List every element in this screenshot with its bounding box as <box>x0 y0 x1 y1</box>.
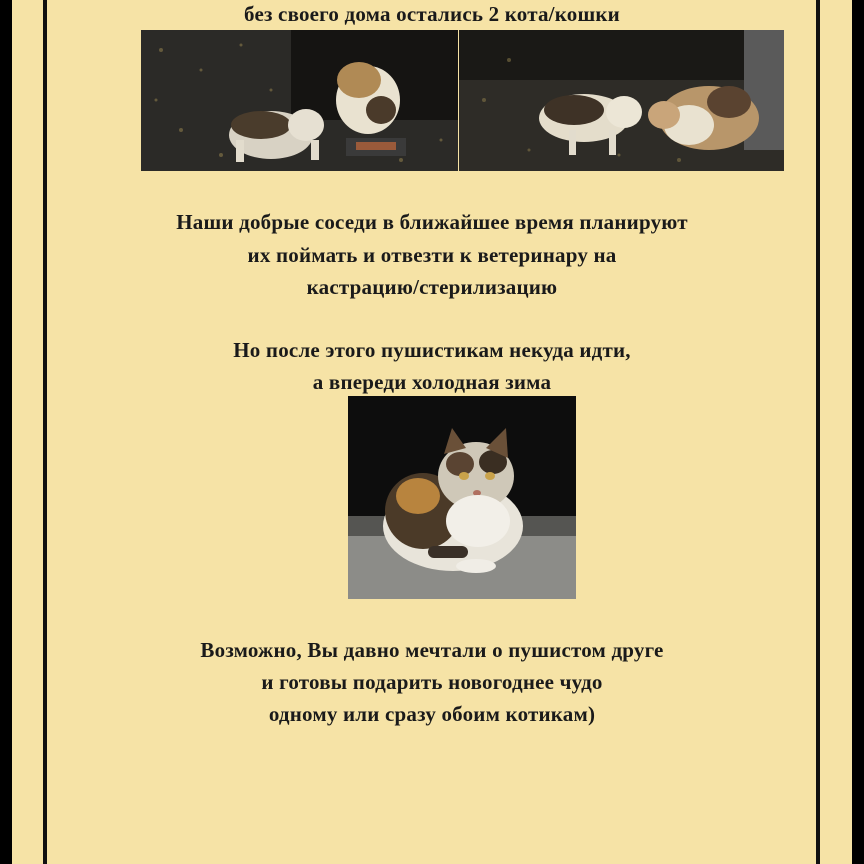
poster-frame-left <box>43 0 47 864</box>
paragraph2-line1: Но после этого пушистикам некуда идти, <box>233 338 631 362</box>
headline: без своего дома остались 2 кота/кошки <box>244 2 620 26</box>
cats-eating-photo-2 <box>459 30 784 171</box>
paragraph3-line1: Возможно, Вы давно мечтали о пушистом друге <box>200 638 664 662</box>
paragraph1-line3: кастрацию/стерилизацию <box>306 275 558 299</box>
paragraph3-line2: и готовы подарить новогоднее чудо <box>261 670 603 694</box>
paragraph2-line2: а впереди холодная зима <box>312 370 552 394</box>
paragraph1-line2: их поймать и отвезти к ветеринару на <box>247 243 617 267</box>
cats-eating-photo-1 <box>141 30 458 171</box>
paragraph3-line3: одному или сразу обоим котикам) <box>268 702 596 726</box>
calico-cat-photo <box>348 396 576 599</box>
poster-frame-right <box>816 0 820 864</box>
paragraph1-line1: Наши добрые соседи в ближайшее время планируют <box>176 210 688 234</box>
